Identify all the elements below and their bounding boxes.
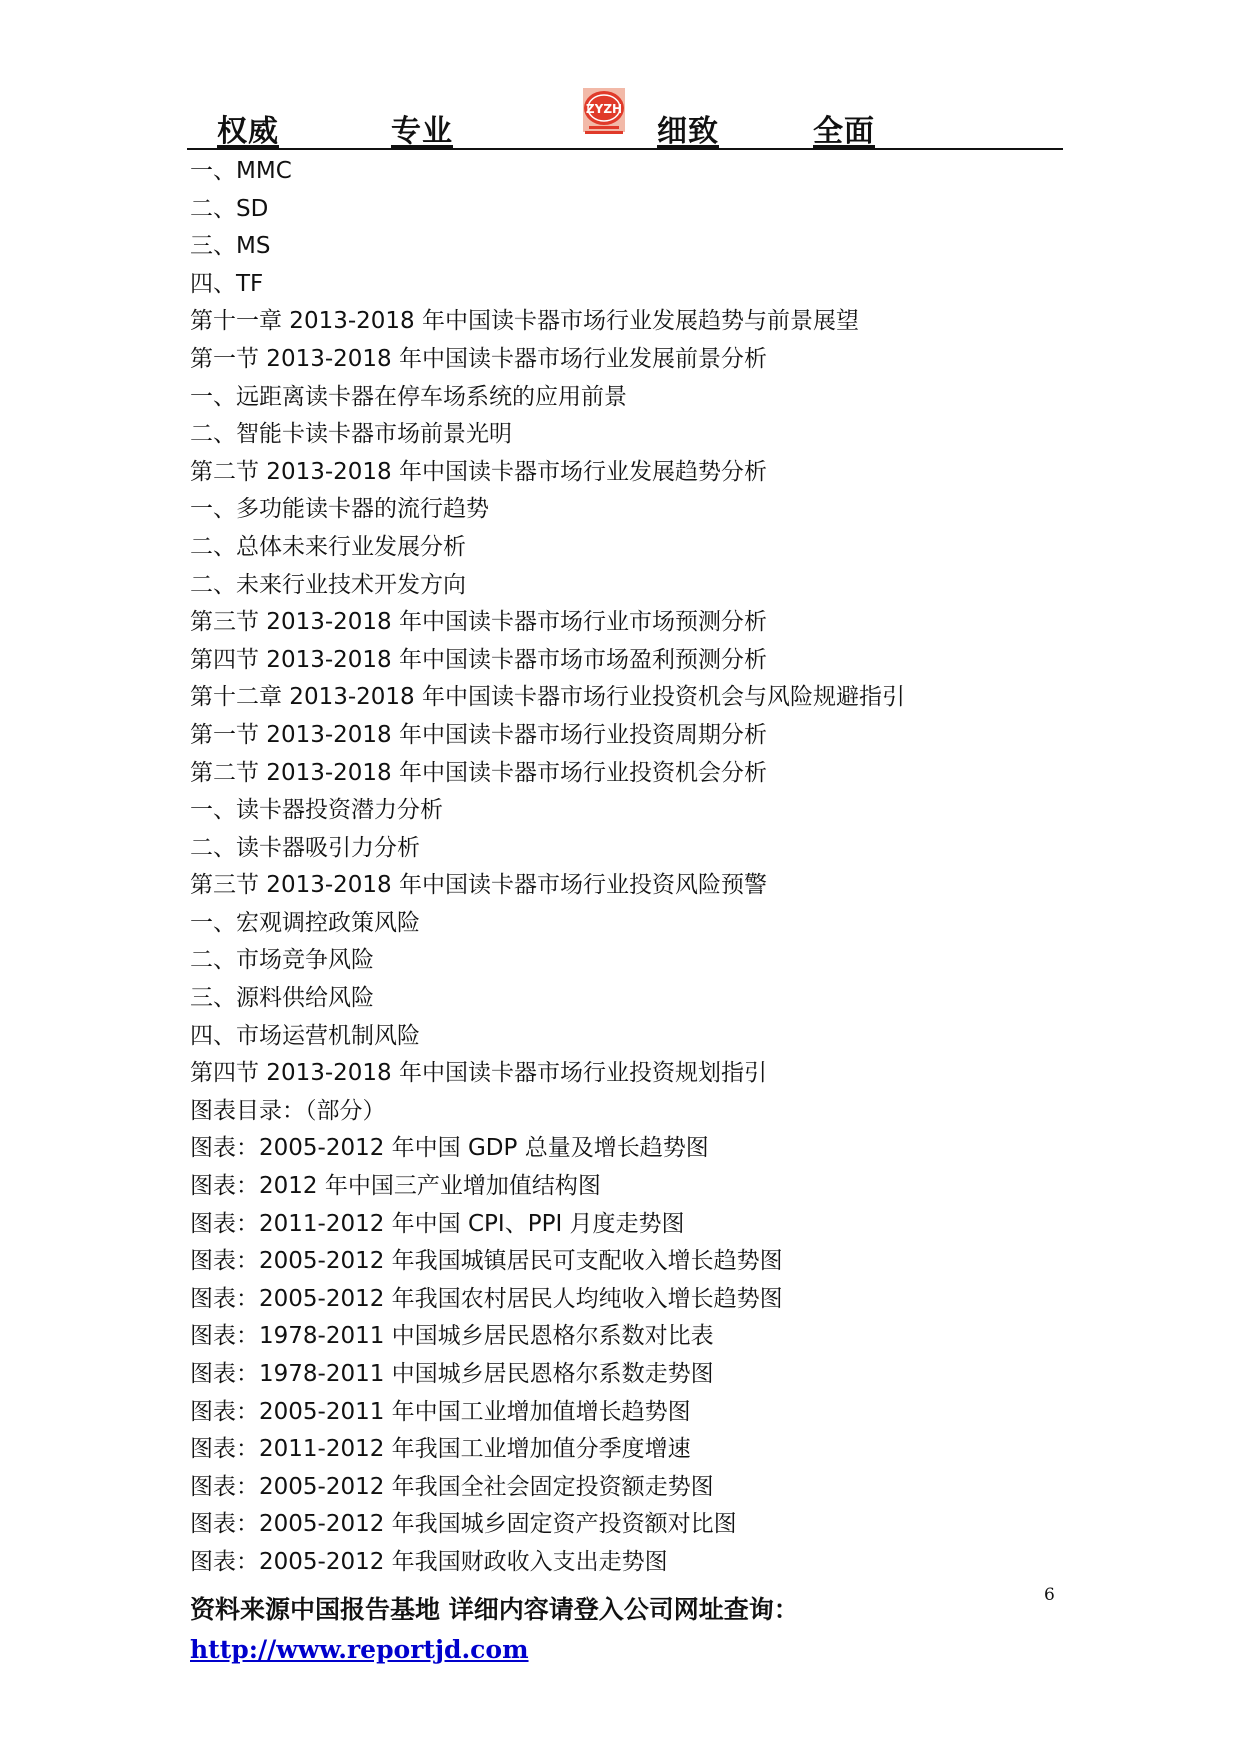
- toc-line: 二、总体未来行业发展分析: [190, 533, 466, 560]
- toc-section-line: 第二节 2013-2018 年中国读卡器市场行业发展趋势分析: [190, 458, 767, 485]
- header-word-meticulous: 细致: [657, 114, 719, 149]
- toc-chapter-line: 第十二章 2013-2018 年中国读卡器市场行业投资机会与风险规避指引: [190, 684, 905, 711]
- toc-line: 二、未来行业技术开发方向: [190, 571, 466, 598]
- toc-section-line: 第二节 2013-2018 年中国读卡器市场行业投资机会分析: [190, 759, 767, 786]
- footer-website-link[interactable]: http://www.reportjd.com: [190, 1635, 529, 1664]
- figure-list-item: 图表：2005-2012 年中国 GDP 总量及增长趋势图: [190, 1135, 709, 1162]
- figure-list-heading: 图表目录：（部分）: [190, 1097, 386, 1124]
- toc-chapter-line: 第十一章 2013-2018 年中国读卡器市场行业发展趋势与前景展望: [190, 308, 859, 335]
- figure-list-item: 图表：2005-2012 年我国农村居民人均纯收入增长趋势图: [190, 1285, 783, 1312]
- figure-list-item: 图表：2005-2012 年我国全社会固定投资额走势图: [190, 1473, 714, 1500]
- figure-list-item: 图表：2012 年中国三产业增加值结构图: [190, 1173, 601, 1200]
- toc-line: 二、读卡器吸引力分析: [190, 834, 420, 861]
- figure-list-item: 图表：1978-2011 中国城乡居民恩格尔系数走势图: [190, 1361, 714, 1387]
- toc-line: 二、市场竞争风险: [190, 947, 374, 974]
- header-word-authority: 权威: [217, 114, 279, 149]
- toc-section-line: 第四节 2013-2018 年中国读卡器市场市场盈利预测分析: [190, 646, 767, 673]
- toc-line: 二、SD: [190, 195, 269, 222]
- toc-line: 三、MS: [190, 233, 271, 260]
- toc-section-line: 第一节 2013-2018 年中国读卡器市场行业发展前景分析: [190, 345, 767, 372]
- page-header: [187, 88, 1063, 150]
- figure-list-item: 图表：2005-2012 年我国城镇居民可支配收入增长趋势图: [190, 1248, 783, 1275]
- toc-line: 二、智能卡读卡器市场前景光明: [190, 421, 512, 448]
- page-number: 6: [1044, 1585, 1055, 1605]
- toc-line: 一、读卡器投资潜力分析: [190, 797, 443, 824]
- toc-line: 四、市场运营机制风险: [190, 1022, 420, 1049]
- logo-text: ZYZH: [585, 102, 623, 116]
- toc-line: 四、TF: [190, 270, 264, 297]
- header-word-professional: 专业: [391, 114, 453, 149]
- toc-line: 一、宏观调控政策风险: [190, 909, 420, 936]
- figure-list-item: 图表：2005-2012 年我国城乡固定资产投资额对比图: [190, 1511, 737, 1538]
- figure-list-item: 图表：2005-2011 年中国工业增加值增长趋势图: [190, 1398, 691, 1425]
- toc-section-line: 第三节 2013-2018 年中国读卡器市场行业投资风险预警: [190, 872, 767, 899]
- toc-section-line: 第一节 2013-2018 年中国读卡器市场行业投资周期分析: [190, 721, 767, 748]
- company-logo: [579, 88, 629, 136]
- table-of-contents: [190, 153, 1070, 1582]
- figure-list-item: 图表：2011-2012 年中国 CPI、PPI 月度走势图: [190, 1210, 685, 1237]
- toc-section-line: 第三节 2013-2018 年中国读卡器市场行业市场预测分析: [190, 609, 767, 636]
- toc-line: 三、源料供给风险: [190, 985, 374, 1012]
- toc-section-line: 第四节 2013-2018 年中国读卡器市场行业投资规划指引: [190, 1060, 767, 1087]
- figure-list-item: 图表：1978-2011 中国城乡居民恩格尔系数对比表: [190, 1323, 714, 1350]
- footer-source-text: 资料来源中国报告基地 详细内容请登入公司网址查询：: [190, 1595, 799, 1624]
- figure-list-item: 图表：2005-2012 年我国财政收入支出走势图: [190, 1548, 668, 1575]
- header-word-comprehensive: 全面: [813, 114, 875, 149]
- figure-list-item: 图表：2011-2012 年我国工业增加值分季度增速: [190, 1436, 691, 1463]
- toc-line: 一、多功能读卡器的流行趋势: [190, 496, 489, 523]
- page-footer: [190, 1590, 1070, 1670]
- logo-emblem-icon: [579, 88, 629, 136]
- toc-line: 一、远距离读卡器在停车场系统的应用前景: [190, 383, 627, 410]
- toc-line: 一、MMC: [190, 158, 292, 184]
